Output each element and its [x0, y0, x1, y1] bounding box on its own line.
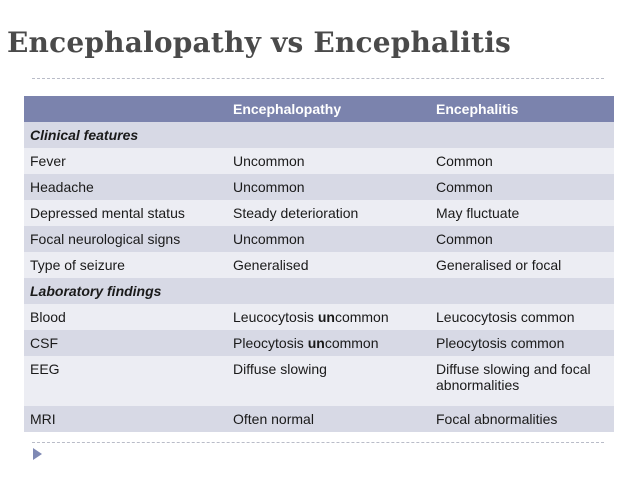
- header-cell-empty: [24, 96, 227, 122]
- table-header-row: [24, 96, 614, 122]
- encephalitis-cell: Pleocytosis common: [430, 330, 614, 356]
- cell-text-part: common: [334, 309, 389, 325]
- encephalopathy-cell: [227, 304, 430, 330]
- empty-cell: [430, 278, 614, 304]
- cell-text-part: Pleocytosis: [233, 335, 308, 351]
- header-encephalopathy: Encephalopathy: [227, 96, 430, 122]
- encephalitis-cell: Common: [430, 148, 614, 174]
- emphasis-text: un: [317, 309, 335, 325]
- row-label: Depressed mental status: [24, 200, 227, 226]
- triangle-bullet-icon: [33, 448, 42, 460]
- section-label-clinical: Clinical features: [24, 122, 227, 148]
- row-label: Blood: [24, 304, 227, 330]
- slide-title: Encephalopathy vs Encephalitis: [7, 26, 512, 59]
- table-row-csf: [24, 330, 614, 356]
- encephalopathy-cell: Diffuse slowing: [227, 356, 430, 406]
- emphasis-text: un: [307, 335, 325, 351]
- encephalopathy-cell: Uncommon: [227, 174, 430, 200]
- table-row-mental-status: [24, 200, 614, 226]
- table-row-eeg: [24, 356, 614, 406]
- encephalitis-cell: Leucocytosis common: [430, 304, 614, 330]
- table-row-seizure: [24, 252, 614, 278]
- encephalopathy-cell: Steady deterioration: [227, 200, 430, 226]
- row-label: EEG: [24, 356, 227, 406]
- top-divider: [32, 78, 604, 79]
- section-row-clinical: [24, 122, 614, 148]
- comparison-table: [24, 96, 614, 432]
- table-row-fever: [24, 148, 614, 174]
- encephalopathy-cell: Generalised: [227, 252, 430, 278]
- table-row-blood: [24, 304, 614, 330]
- row-label: Headache: [24, 174, 227, 200]
- section-label-laboratory: Laboratory findings: [24, 278, 227, 304]
- row-label: Fever: [24, 148, 227, 174]
- encephalitis-cell: Generalised or focal: [430, 252, 614, 278]
- header-encephalitis: Encephalitis: [430, 96, 614, 122]
- row-label: MRI: [24, 406, 227, 432]
- row-label: CSF: [24, 330, 227, 356]
- encephalitis-cell: May fluctuate: [430, 200, 614, 226]
- row-label: Type of seizure: [24, 252, 227, 278]
- encephalopathy-cell: Often normal: [227, 406, 430, 432]
- cell-text-part: Leucocytosis: [233, 309, 318, 325]
- encephalopathy-cell: Uncommon: [227, 148, 430, 174]
- bottom-divider: [32, 442, 604, 443]
- table-row-focal-signs: [24, 226, 614, 252]
- encephalopathy-cell: [227, 330, 430, 356]
- encephalitis-cell: Common: [430, 226, 614, 252]
- encephalitis-cell: Diffuse slowing and focal abnormalities: [430, 356, 614, 406]
- row-label: Focal neurological signs: [24, 226, 227, 252]
- cell-text-part: common: [324, 335, 379, 351]
- empty-cell: [430, 122, 614, 148]
- empty-cell: [227, 122, 430, 148]
- encephalitis-cell: Common: [430, 174, 614, 200]
- encephalitis-cell: Focal abnormalities: [430, 406, 614, 432]
- table-row-mri: [24, 406, 614, 432]
- table-row-headache: [24, 174, 614, 200]
- section-row-laboratory: [24, 278, 614, 304]
- empty-cell: [227, 278, 430, 304]
- encephalopathy-cell: Uncommon: [227, 226, 430, 252]
